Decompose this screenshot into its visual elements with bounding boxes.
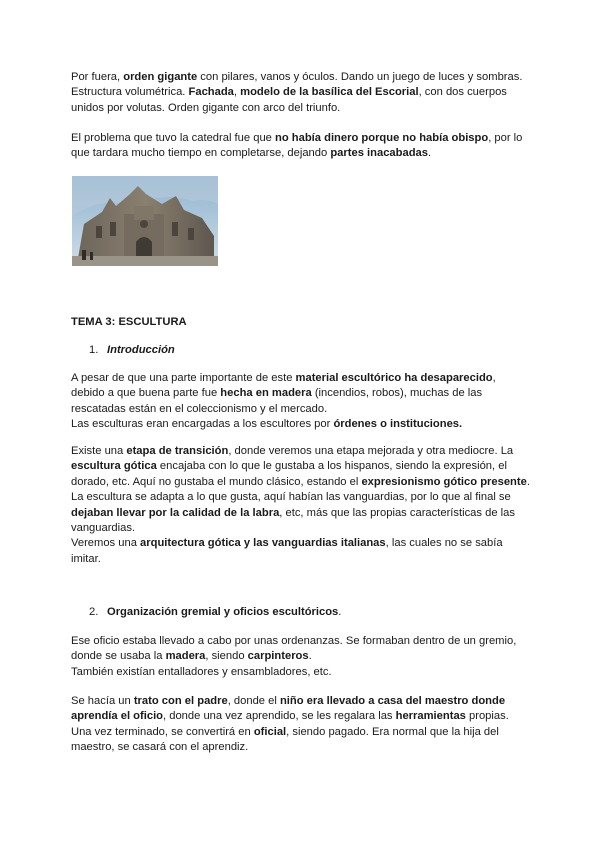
paragraph-exterior: Por fuera, orden gigante con pilares, vanos y óculos. Dando un juego de luces y sombras. Estructura volumétrica. Fachada, modelo de la basílica del Escorial, con dos cuerpos unidos por volutas. Orden gigante con arco del triunfo. [71,71,523,114]
paragraph-transicion: Existe una etapa de transición, donde veremos una etapa mejorada y otra mediocre. La escultura gótica encajaba con lo que le gustaba a los hispanos, siendo la expresión, el dorado, etc. Aquí no gustaba el mundo clásico, estando el expresionismo gótico presente. La escultura se adapta a lo que gusta, aquí habían las vanguardias, por lo que al final se dejaban llevar por la calidad de la labra, etc, más que las propias características de las vanguardias. Veremos una arquitectura gótica y las vanguardias italianas, las cuales no se sabía imitar. [71,445,530,565]
list-item-introduccion [89,343,175,358]
list-number: 2. [89,606,99,618]
cathedral-photo [72,176,218,266]
list-label: Organización gremial y oficios escultóricos [107,606,339,618]
list-item-organizacion: 2. Organización gremial y oficios escultóricos. [89,605,341,620]
list-number: 1. [89,344,99,356]
paragraph-oficio: Ese oficio estaba llevado a cabo por unas ordenanzas. Se formaban dentro de un gremio, donde se usaba la madera, siendo carpinteros. También existían entalladores y ensambladores, etc. [71,635,517,678]
paragraph-introduccion: A pesar de que una parte importante de este material escultórico ha desaparecido, debido a que buena parte fue hecha en madera (incendios, robos), muchas de las rescatadas están en el coleccionismo y el mercado. Las esculturas eran encargadas a los escultores por órdenes o instituciones. [71,372,496,431]
section-heading: TEMA 3: ESCULTURA [71,316,187,328]
list-label: Introducción [107,344,175,356]
paragraph-problem: El problema que tuvo la catedral fue que no había dinero porque no había obispo, por lo que tardara mucho tiempo en completarse, dejando partes inacabadas. [71,132,523,160]
paragraph-aprendiz: Se hacía un trato con el padre, donde el niño era llevado a casa del maestro donde aprendía el oficio, donde una vez aprendido, se les regalara las herramientas propias. Una vez terminado, se convertirá en oficial, siendo pagado. Era normal que la hija del maestro, se casará con el aprendiz. [71,695,509,754]
